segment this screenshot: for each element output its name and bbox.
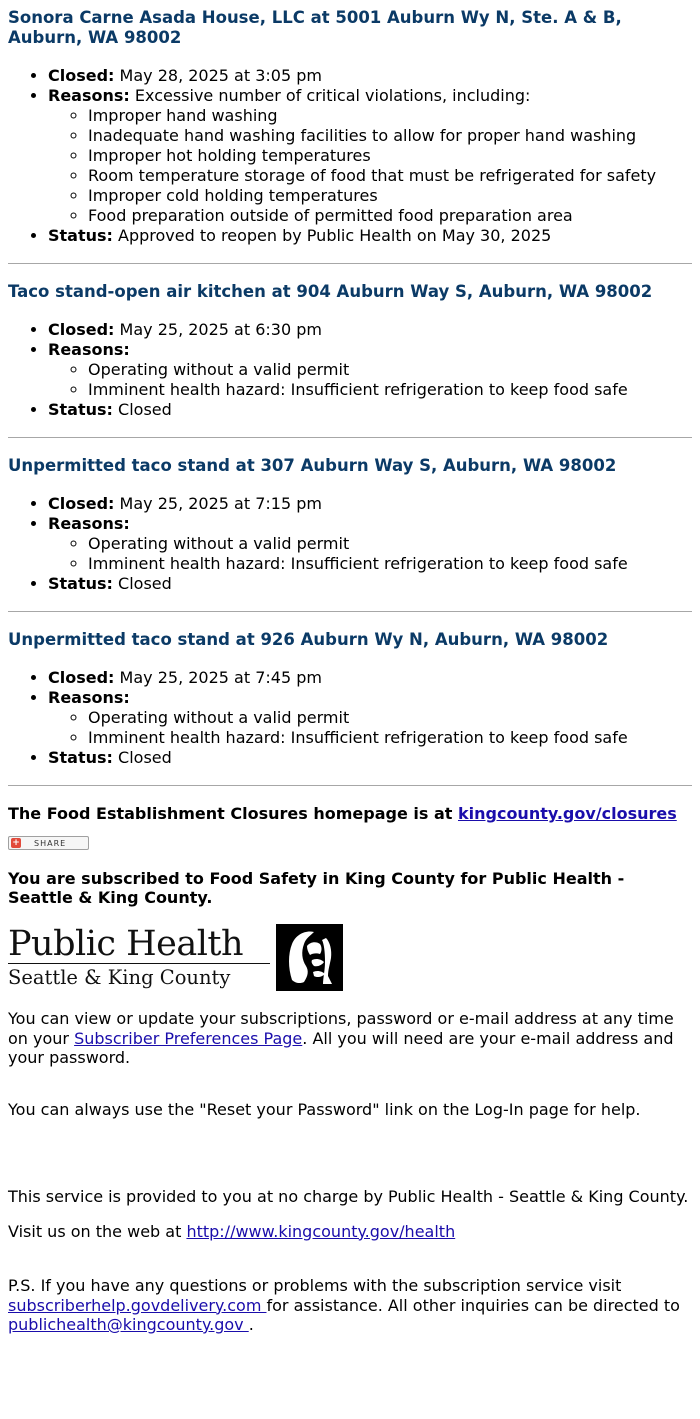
closure-details bbox=[8, 66, 692, 246]
closure-details bbox=[8, 494, 692, 594]
status-item bbox=[48, 748, 692, 768]
reason-item: ◦ Imminent health hazard: Insufficient refrigeration to keep food safe bbox=[88, 380, 692, 400]
status-value: Approved to reopen by Public Health on May 30, 2025 bbox=[118, 226, 552, 245]
homepage-text: The Food Establishment Closures homepage is at bbox=[8, 804, 458, 823]
closure-entry bbox=[8, 630, 692, 768]
reasons-list bbox=[48, 708, 692, 748]
reason-item: ◦ Operating without a valid permit bbox=[88, 534, 692, 554]
reason-item: ◦ Food preparation outside of permitted food preparation area bbox=[88, 206, 692, 226]
establishment-title: Unpermitted taco stand at 307 Auburn Way S, Auburn, WA 98002 bbox=[8, 456, 617, 475]
closed-label: Closed: bbox=[48, 320, 115, 339]
logo-wordmark bbox=[8, 926, 270, 989]
closed-item bbox=[48, 66, 692, 86]
public-health-logo bbox=[8, 924, 692, 991]
reason-item: ◦ Improper hot holding temperatures bbox=[88, 146, 692, 166]
prefs-text: You can view or update your subscriptions, password or e-mail address at any time on your bbox=[8, 1009, 674, 1048]
divider bbox=[8, 437, 692, 438]
reason-item: ◦ Operating without a valid permit bbox=[88, 708, 692, 728]
share-button[interactable] bbox=[8, 836, 89, 850]
reason-item: ◦ Inadequate hand washing facilities to allow for proper hand washing bbox=[88, 126, 692, 146]
ps-paragraph bbox=[8, 1276, 692, 1335]
establishment-title: Taco stand-open air kitchen at 904 Auburn Way S, Auburn, WA 98002 bbox=[8, 282, 653, 301]
closed-date: May 25, 2025 at 7:15 pm bbox=[119, 494, 322, 513]
status-item bbox=[48, 574, 692, 594]
subscriberhelp-link[interactable]: subscriberhelp.govdelivery.com bbox=[8, 1295, 267, 1315]
status-label: Status: bbox=[48, 748, 113, 767]
status-item bbox=[48, 400, 692, 420]
subscription-notice: You are subscribed to Food Safety in King County for Public Health - Seattle & King County. bbox=[8, 869, 625, 907]
service-note: This service is provided to you at no charge by Public Health - Seattle & King County. bbox=[8, 1187, 689, 1206]
closure-entry bbox=[8, 282, 692, 420]
share-label: SHARE bbox=[34, 838, 67, 848]
reasons-label: Reasons: bbox=[48, 688, 130, 707]
reasons-item bbox=[48, 514, 692, 574]
visit-paragraph bbox=[8, 1222, 692, 1242]
share-plus-icon: + bbox=[12, 838, 20, 848]
status-label: Status: bbox=[48, 574, 113, 593]
ps-text-middle: for assistance. All other inquiries can be directed to bbox=[266, 1295, 680, 1315]
kingcounty-health-link[interactable]: http://www.kingcounty.gov/health bbox=[186, 1221, 456, 1241]
reason-item: ◦ Room temperature storage of food that must be refrigerated for safety bbox=[88, 166, 692, 186]
closed-label: Closed: bbox=[48, 66, 115, 85]
logo-line-2: Seattle & King County bbox=[8, 966, 231, 989]
closed-item bbox=[48, 668, 692, 688]
status-label: Status: bbox=[48, 226, 113, 245]
reasons-label: Reasons: bbox=[48, 340, 130, 359]
closed-label: Closed: bbox=[48, 494, 115, 513]
ps-text-end: . bbox=[248, 1315, 254, 1334]
homepage-note bbox=[8, 804, 692, 824]
reason-item: ◦ Improper hand washing bbox=[88, 106, 692, 126]
closure-entry bbox=[8, 456, 692, 594]
visit-text: Visit us on the web at bbox=[8, 1221, 187, 1241]
publichealth-email-link[interactable]: publichealth@kingcounty.gov bbox=[8, 1315, 249, 1334]
preferences-paragraph bbox=[8, 1009, 692, 1068]
closed-label: Closed: bbox=[48, 668, 115, 687]
reasons-item bbox=[48, 688, 692, 748]
reasons-label: Reasons: bbox=[48, 514, 130, 533]
closed-item bbox=[48, 494, 692, 514]
status-value: Closed bbox=[118, 400, 172, 419]
reasons-list bbox=[48, 534, 692, 574]
ps-text: P.S. If you have any questions or problems with the subscription service visit bbox=[8, 1276, 622, 1295]
mlk-portrait-icon bbox=[276, 924, 343, 991]
closure-details bbox=[8, 668, 692, 768]
divider bbox=[8, 263, 692, 264]
reason-item: ◦ Operating without a valid permit bbox=[88, 360, 692, 380]
status-label: Status: bbox=[48, 400, 113, 419]
reasons-list bbox=[48, 360, 692, 400]
reason-item: ◦ Imminent health hazard: Insufficient refrigeration to keep food safe bbox=[88, 554, 692, 574]
reset-password-note: You can always use the "Reset your Password" link on the Log-In page for help. bbox=[8, 1099, 641, 1119]
reasons-label: Reasons: bbox=[48, 86, 130, 105]
reason-item: ◦ Improper cold holding temperatures bbox=[88, 186, 692, 206]
establishment-title: Sonora Carne Asada House, LLC at 5001 Auburn Wy N, Ste. A & B, Auburn, WA 98002 bbox=[8, 8, 622, 47]
closed-item bbox=[48, 320, 692, 340]
prefs-text-end: . All you will need are your e-mail address and your password. bbox=[8, 1028, 674, 1067]
closure-entry bbox=[8, 8, 692, 246]
closure-details bbox=[8, 320, 692, 420]
divider bbox=[8, 611, 692, 612]
reasons-item bbox=[48, 340, 692, 400]
divider bbox=[8, 785, 692, 786]
reason-item: ◦ Imminent health hazard: Insufficient refrigeration to keep food safe bbox=[88, 728, 692, 748]
closed-date: May 28, 2025 at 3:05 pm bbox=[119, 66, 322, 85]
logo-line-1: Public Health bbox=[8, 924, 244, 964]
subscriber-preferences-link[interactable]: Subscriber Preferences Page bbox=[74, 1028, 303, 1048]
reasons-item bbox=[48, 86, 692, 226]
status-value: Closed bbox=[118, 574, 172, 593]
status-item bbox=[48, 226, 692, 246]
establishment-title: Unpermitted taco stand at 926 Auburn Wy N, Auburn, WA 98002 bbox=[8, 630, 609, 649]
status-value: Closed bbox=[118, 748, 172, 767]
closed-date: May 25, 2025 at 7:45 pm bbox=[119, 668, 322, 687]
closures-homepage-link[interactable]: kingcounty.gov/closures bbox=[457, 804, 677, 823]
reasons-list bbox=[48, 106, 692, 226]
closed-date: May 25, 2025 at 6:30 pm bbox=[119, 320, 322, 339]
reasons-intro: Excessive number of critical violations, including: bbox=[134, 86, 531, 105]
